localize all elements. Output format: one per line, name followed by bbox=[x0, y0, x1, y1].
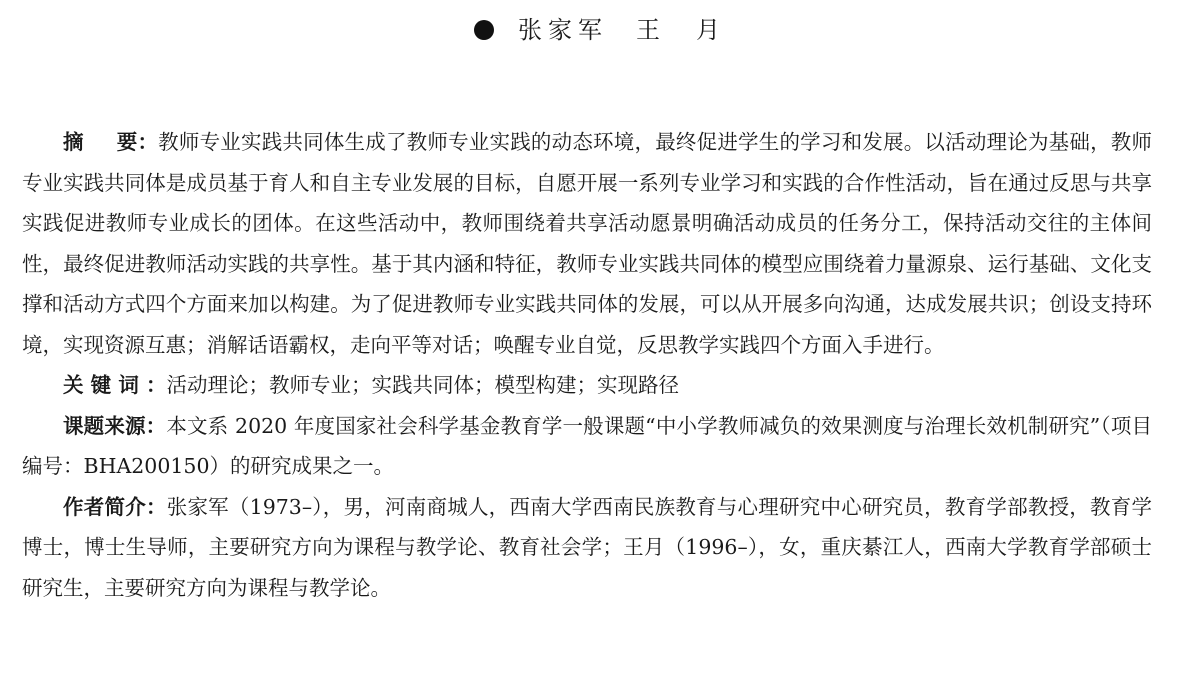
author-name-2: 王 月 bbox=[636, 16, 726, 44]
author-bio-text: 张家军（1973–），男，河南商城人，西南大学西南民族教育与心理研究中心研究员，教育学部教授，教育学博士，博士生导师，主要研究方向为课程与教学论、教育社会学；王月（1996–），女，重庆綦江人，西南大学教育学部硕士研究生，主要研究方向为课程与教学论。 bbox=[22, 494, 1153, 600]
keywords-paragraph bbox=[22, 365, 1152, 406]
funding-colon: ： bbox=[145, 413, 167, 438]
author-bio-paragraph bbox=[22, 487, 1152, 609]
bullet-icon bbox=[474, 20, 494, 40]
author-bio-label: 作者简介 bbox=[63, 494, 146, 519]
author-name-1: 张家军 bbox=[518, 16, 608, 44]
keywords-label: 关键词 bbox=[63, 373, 147, 397]
keywords-text: 活动理论；教师专业；实践共同体；模型构建；实现路径 bbox=[166, 373, 680, 397]
funding-text: 本文系 2020 年度国家社会科学基金教育学一般课题“中小学教师减负的效果测度与治理长效机制研究”（项目编号：BHA200150）的研究成果之一。 bbox=[22, 413, 1153, 478]
abstract-label: 摘 要： bbox=[63, 130, 159, 154]
abstract-text: 教师专业实践共同体生成了教师专业实践的动态环境，最终促进学生的学习和发展。以活动理论为基础，教师专业实践共同体是成员基于育人和自主专业发展的目标，自愿开展一系列专业学习和实践的合作性活动，旨在通过反思与共享实践促进教师专业成长的团体。在这些活动中，教师围绕着共享活动愿景明确活动成员的任务分工，保持活动交往的主体间性，最终促进教师活动实践的共享性。基于其内涵和特征，教师专业实践共同体的模型应围绕着力量源泉、运行基础、文化支撑和活动方式四个方面来加以构建。为了促进教师专业实践共同体的发展，可以从开展多向沟通，达成发展共识；创设支持环境，实现资源互惠；消解话语霸权，走向平等对话；唤醒专业自觉，反思教学实践四个方面入手进行。 bbox=[22, 130, 1153, 357]
abstract-paragraph bbox=[22, 122, 1152, 365]
funding-label: 课题来源 bbox=[63, 413, 146, 438]
funding-paragraph bbox=[22, 406, 1152, 487]
author-line bbox=[0, 14, 1200, 46]
author-bio-colon: ： bbox=[145, 494, 167, 519]
keywords-colon: ： bbox=[146, 373, 167, 397]
article-front-matter bbox=[22, 122, 1152, 608]
